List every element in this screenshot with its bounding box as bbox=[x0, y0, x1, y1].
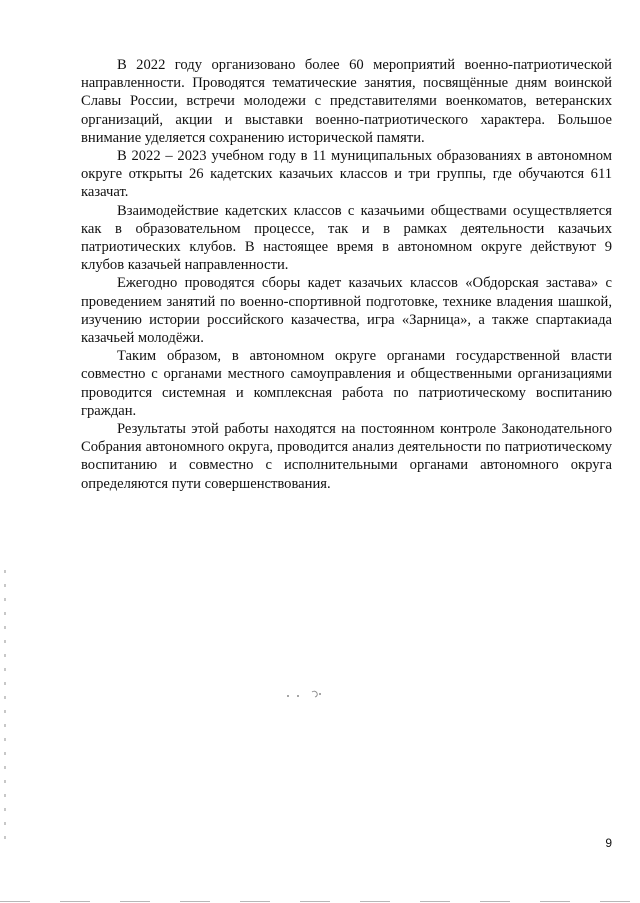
paragraph-control: Результаты этой работы находятся на постоянном контроле Законодательного Собрания автономного округа, проводится анализ деятельности по патриотическому воспитанию и совместно с исполнительными органами автономного округа определяются пути совершенствования. bbox=[81, 421, 612, 492]
paragraph-annual-camps: Ежегодно проводятся сборы кадет казачьих классов «Обдорская застава» с проведением занятий по военно-спортивной подготовке, технике владения шашкой, изучению истории российского казачества, игра «Зарница», а также спартакиада казачьей молодёжи. bbox=[81, 275, 612, 347]
paragraph-events: В 2022 году организовано более 60 мероприятий военно-патриотической направленности. Проводятся тематические занятия, посвящённые дням воинской Славы России, встречи молодежи с представителями военкоматов, ветеранских организаций, акции и выставки военно-патриотического характера. Большое внимание уделяется сохранению исторической памяти. bbox=[81, 57, 612, 146]
document-body bbox=[81, 56, 612, 493]
page-number: 9 bbox=[605, 836, 612, 850]
scan-bottom-edge-artifact bbox=[0, 901, 640, 902]
scan-artifact-mark bbox=[285, 688, 325, 700]
paragraph-cossack-societies: Взаимодействие кадетских классов с казачьими обществами осуществляется как в образовательном процессе, так и в рамках деятельности казачьих патриотических клубов. В настоящее время в автономном округе действуют 9 клубов казачьей направленности. bbox=[81, 202, 612, 274]
scan-left-edge-artifact bbox=[4, 570, 6, 840]
paragraph-conclusion: Таким образом, в автономном округе органами государственной власти совместно с органами местного самоуправления и общественными организациями проводится системная и комплексная работа по патриотическому воспитанию граждан. bbox=[81, 348, 612, 419]
paragraph-cadet-classes: В 2022 – 2023 учебном году в 11 муниципальных образованиях в автономном округе открыты 26 кадетских казачьих классов и три группы, где обучаются 611 казачат. bbox=[81, 148, 612, 201]
